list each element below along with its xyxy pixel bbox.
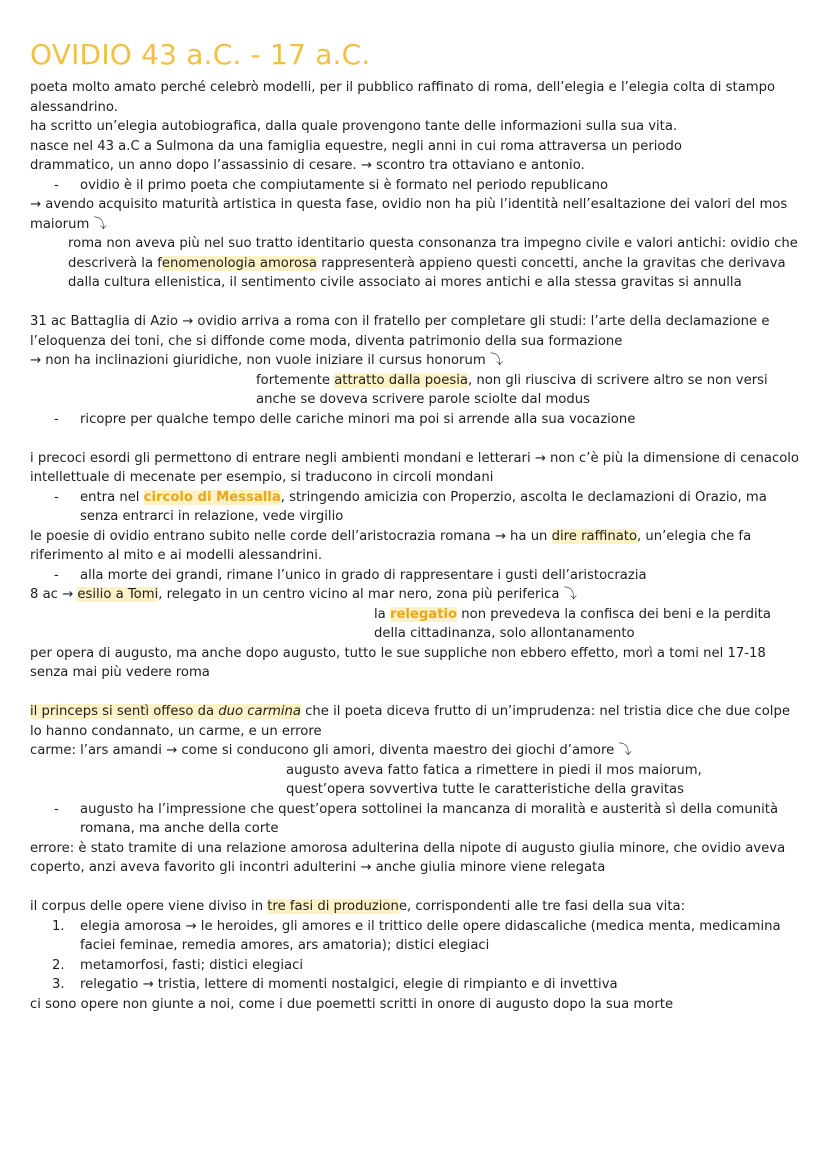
paragraph-relegatio: la relegatio non prevedeva la confisca dei beni e la perdita della cittadinanza, solo allontanamento [374, 606, 771, 641]
list-item: 2. metamorfosi, fasti; distici elegiaci [52, 957, 304, 973]
highlight-fenomenologia: enomenologia amorosa [161, 255, 318, 271]
document-page [30, 38, 805, 1014]
highlight-messalla: circolo di Messalla [143, 489, 281, 505]
bullet-cariche: - ricopre per qualche tempo delle cariche minori ma poi si arrende alla sua vocazione [54, 411, 636, 427]
highlight-relegatio: relegatio [389, 606, 458, 622]
bullet-augusto-impressione: - augusto ha l’impressione che quest’opera sottolinei la mancanza di moralità e austerità sì della comunità romana, ma anche della corte [54, 801, 779, 836]
paragraph-aristocrazia: le poesie di ovidio entrano subito nelle corde dell’aristocrazia romana → ha un dire raffinato, un’elegia che fa riferimento al mito e ai modelli alessandrini. [30, 528, 752, 563]
paragraph-esilio: 8 ac → esilio a Tomi, relegato in un centro vicino al mar nero, zona più periferica ⤵ [30, 587, 577, 602]
paragraph-intro: poeta molto amato perché celebrò modelli, per il pubblico raffinato di roma, dell’elegia e l’elegia colta di stampo alessandrino. [30, 80, 776, 115]
paragraph-princeps: il princeps si sentì offeso da duo carmina che il poeta diceva frutto di un’imprudenza: nel tristia dice che due colpe lo hanno condannato, un carme, e un errore [30, 704, 790, 739]
highlight-esilio: esilio a Tomi [77, 587, 159, 602]
highlight-dire-raffinato: dire raffinato [551, 528, 638, 544]
paragraph-poetry-attraction: fortemente attratto dalla poesia, non gli riusciva di scrivere altro se non versi anche se doveva scrivere parole sciolte dal modus [256, 372, 768, 407]
highlight-attratto: attratto dalla poesia [334, 372, 468, 388]
bullet-messalla: - entra nel circolo di Messalla, stringendo amicizia con Properzio, ascolta le declamazioni di Orazio, ma senza entrarci in relazione, vede virgilio [54, 489, 767, 524]
highlight-princeps: il princeps si sentì offeso da duo carmina [30, 704, 301, 719]
paragraph-errore: errore: è stato tramite di una relazione amorosa adulterina della nipote di augusto giulia minore, che ovidio aveva coperto, anzi aveva favorito gli incontri adulterini → anche giulia minore viene relegata [30, 840, 786, 875]
paragraph-corpus: il corpus delle opere viene diviso in tre fasi di produzione, corrispondenti alle tre fasi della sua vita: [30, 899, 686, 914]
list-item: 3. relegatio → tristia, lettere di momenti nostalgici, elegie di rimpianto e di invettiva [52, 977, 618, 992]
bullet-morte-grandi: - alla morte dei grandi, rimane l’unico in grado di rappresentare i gusti dell’aristocrazia [54, 567, 647, 583]
paragraph-suppliche: per opera di augusto, ma anche dopo augusto, tutto le sue suppliche non ebbero effetto, morì a tomi nel 17-18 senza mai più vedere roma [30, 645, 766, 680]
paragraph-maturity: → avendo acquisito maturità artistica in questa fase, ovidio non ha più l’identità nell’esaltazione dei valori del mos maiorum ⤵ [30, 197, 788, 232]
paragraph-autobiography: ha scritto un’elegia autobiografica, dalla quale provengono tante delle informazioni sulla sua vita. [30, 119, 678, 134]
paragraph-opere-perdute: ci sono opere non giunte a noi, come i due poemetti scritti in onore di augusto dopo la sua morte [30, 996, 674, 1012]
paragraph-azio: 31 ac Battaglia di Azio → ovidio arriva a roma con il fratello per completare gli studi: l’arte della declamazione e l’eloquenza dei toni, che si diffonde come moda, diventa patrimonio della sua formazione [30, 314, 770, 349]
paragraph-roma-identity: roma non aveva più nel suo tratto identitario questa consonanza tra impegno civile e valori antichi: ovidio che descriverà la fenomenologia amorosa rappresenterà appieno questi concetti, anche la gravitas che derivava dalla cultura ellenistica, il sentimento civile associato ai mores antichi e alla stessa gravitas si annulla [68, 236, 798, 290]
paragraph-carme: carme: l’ars amandi → come si conducono gli amori, diventa maestro dei giochi d’amore ⤵ [30, 743, 632, 758]
paragraph-birth: nasce nel 43 a.C a Sulmona da una famiglia equestre, negli anni in cui roma attraversa un periodo drammatico, un anno dopo l’assassinio di cesare. → scontro tra ottaviano e antonio. [30, 138, 682, 173]
bullet-republican: - ovidio è il primo poeta che compiutamente si è formato nel periodo republicano [54, 177, 609, 193]
list-item: 1. elegia amorosa → le heroides, gli amores e il trittico delle opere didascaliche (medica menta, medicamina faciei feminae, remedia amores, ars amatoria); distici elegiaci [52, 918, 781, 953]
paragraph-mos-maiorum: augusto aveva fatto fatica a rimettere in piedi il mos maiorum, quest’opera sovvertiva tutte le caratteristiche della gravitas [286, 762, 702, 797]
paragraph-cursus: → non ha inclinazioni giuridiche, non vuole iniziare il cursus honorum ⤵ [30, 353, 504, 368]
paragraph-esordi: i precoci esordi gli permettono di entrare negli ambienti mondani e letterari → non c’è più la dimensione di cenacolo intellettuale di mecenate per esempio, si traducono in circoli mondani [30, 450, 799, 485]
highlight-tre-fasi: tre fasi di produzion [267, 899, 399, 914]
page-title: OVIDIO 43 a.C. - 17 a.C. [30, 38, 371, 71]
